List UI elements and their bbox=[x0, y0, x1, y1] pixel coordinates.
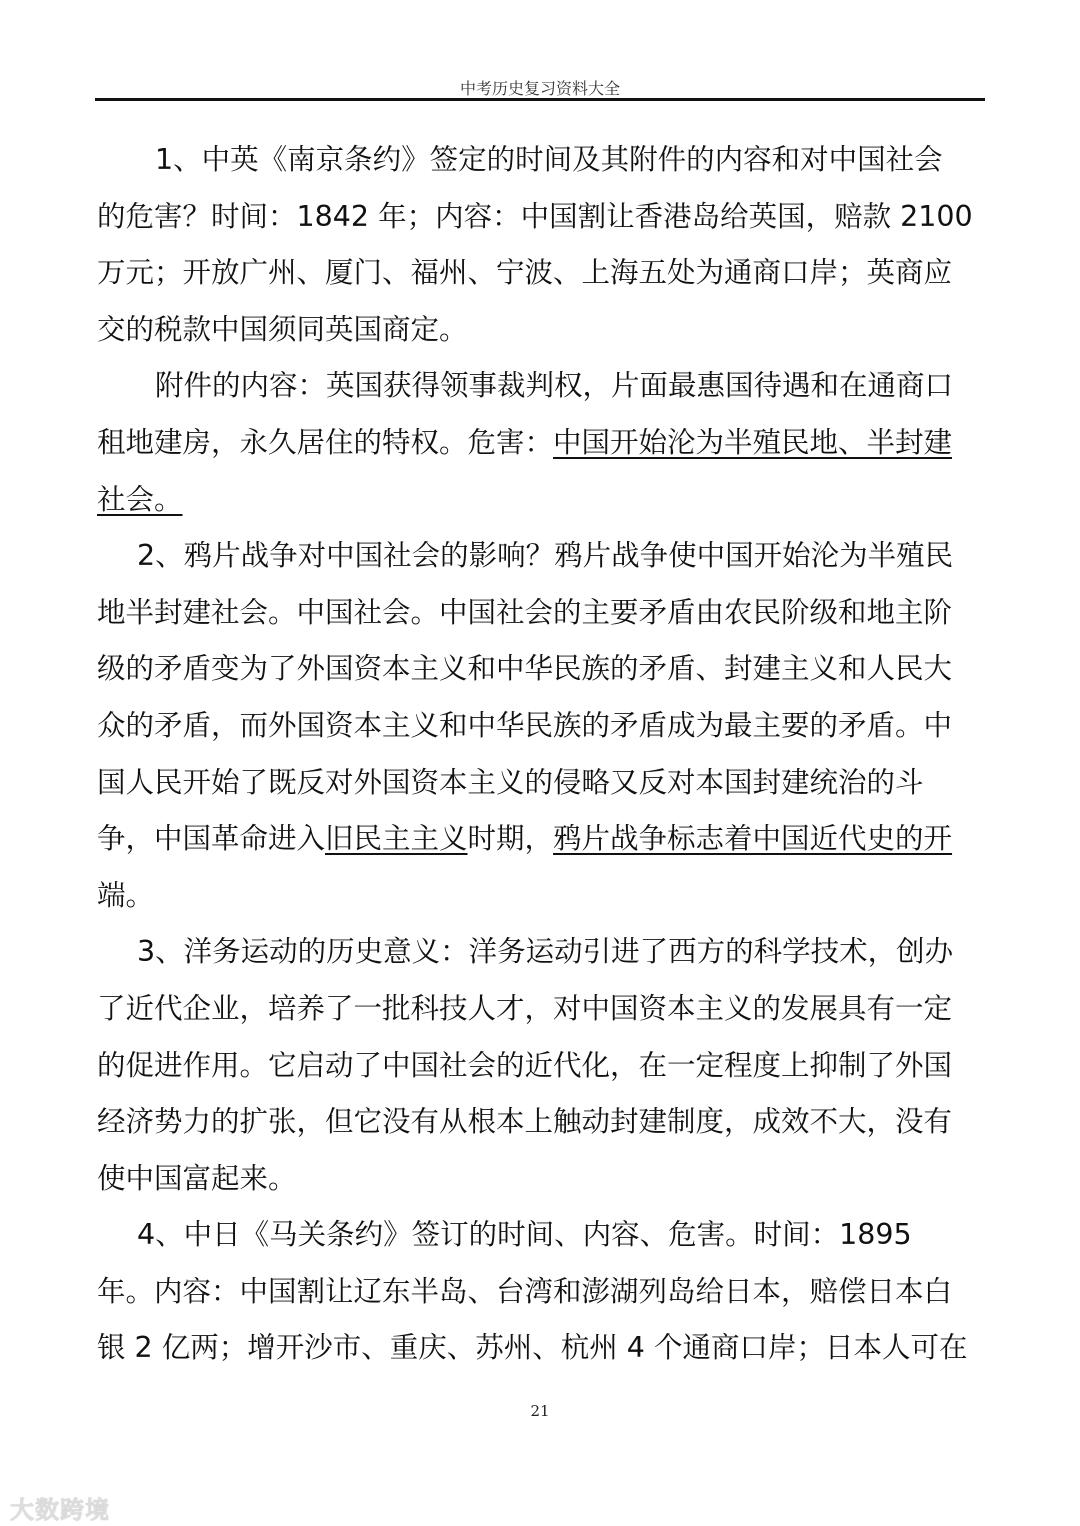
text-segment: 3、洋务运动的历史意义：洋务运动引进了西方的科学技术，创办 bbox=[137, 935, 954, 969]
text-line bbox=[97, 358, 977, 415]
text-line bbox=[97, 811, 977, 868]
text-line bbox=[97, 415, 977, 472]
text-line bbox=[97, 755, 977, 812]
underlined-text: 中国开始沦为半殖民地、半封建 bbox=[553, 425, 953, 459]
text-line bbox=[97, 585, 977, 642]
underlined-text: 旧民主主义 bbox=[325, 822, 468, 856]
text-segment: 的促进作用。它启动了中国社会的近代化，在一定程度上抑制了外国 bbox=[97, 1048, 953, 1082]
text-segment: 经济势力的扩张，但它没有从根本上触动封建制度，成效不大，没有 bbox=[97, 1105, 953, 1139]
text-segment: 争，中国革命进入 bbox=[97, 822, 326, 856]
text-segment: 4、中日《马关条约》签订的时间、内容、危害。时间：1895 bbox=[137, 1218, 912, 1252]
text-line bbox=[97, 698, 977, 755]
text-line bbox=[97, 302, 977, 359]
text-line bbox=[97, 1151, 977, 1208]
text-segment: 附件的内容：英国获得领事裁判权，片面最惠国待遇和在通商口 bbox=[155, 369, 954, 403]
text-line bbox=[97, 472, 977, 529]
text-line bbox=[97, 868, 977, 925]
text-line bbox=[97, 1094, 977, 1151]
text-line bbox=[97, 981, 977, 1038]
text-segment: 的危害？时间：1842 年；内容：中国割让香港岛给英国，赔款 2100 bbox=[97, 199, 973, 233]
text-line bbox=[97, 1038, 977, 1095]
text-segment: 时期， bbox=[467, 822, 554, 856]
text-line bbox=[97, 641, 977, 698]
text-segment: 端。 bbox=[97, 878, 155, 912]
text-line bbox=[97, 1320, 977, 1377]
text-segment: 众的矛盾，而外国资本主义和中华民族的矛盾成为最主要的矛盾。中 bbox=[97, 708, 953, 742]
text-line bbox=[97, 189, 977, 246]
underlined-text: 社会。 bbox=[97, 482, 183, 516]
text-segment: 万元；开放广州、厦门、福州、宁波、上海五处为通商口岸；英商应 bbox=[97, 256, 953, 290]
document-body bbox=[97, 132, 977, 1377]
running-header: 中考历史复习资料大全 bbox=[459, 79, 620, 98]
text-line bbox=[97, 1264, 977, 1321]
text-segment: 银 2 亿两；增开沙市、重庆、苏州、杭州 4 个通商口岸；日本人可在 bbox=[97, 1331, 968, 1365]
header-rule bbox=[95, 98, 985, 101]
text-line bbox=[97, 528, 977, 585]
text-segment: 2、鸦片战争对中国社会的影响？鸦片战争使中国开始沦为半殖民 bbox=[137, 539, 954, 573]
watermark-logo bbox=[10, 1490, 110, 1525]
text-line bbox=[97, 924, 977, 981]
text-line bbox=[97, 132, 977, 189]
text-line bbox=[97, 245, 977, 302]
text-segment: 年。内容：中国割让辽东半岛、台湾和澎湖列岛给日本，赔偿日本白 bbox=[97, 1274, 953, 1308]
text-segment: 交的税款中国须同英国商定。 bbox=[97, 312, 468, 346]
text-segment: 级的矛盾变为了外国资本主义和中华民族的矛盾、封建主义和人民大 bbox=[97, 652, 953, 686]
text-segment: 使中国富起来。 bbox=[97, 1161, 297, 1195]
text-segment: 1、中英《南京条约》签定的时间及其附件的内容和对中国社会 bbox=[155, 143, 943, 176]
underlined-text: 鸦片战争标志着中国近代史的开 bbox=[553, 822, 953, 856]
text-segment: 地半封建社会。中国社会。中国社会的主要矛盾由农民阶级和地主阶 bbox=[97, 595, 953, 629]
text-line bbox=[97, 1207, 977, 1264]
text-segment: 了近代企业，培养了一批科技人才，对中国资本主义的发展具有一定 bbox=[97, 991, 953, 1025]
text-segment: 国人民开始了既反对外国资本主义的侵略又反对本国封建统治的斗 bbox=[97, 765, 924, 799]
watermark-text: 大数跨境 bbox=[10, 1496, 110, 1524]
page-number: 21 bbox=[530, 1402, 550, 1420]
text-segment: 租地建房，永久居住的特权。危害： bbox=[97, 425, 554, 459]
